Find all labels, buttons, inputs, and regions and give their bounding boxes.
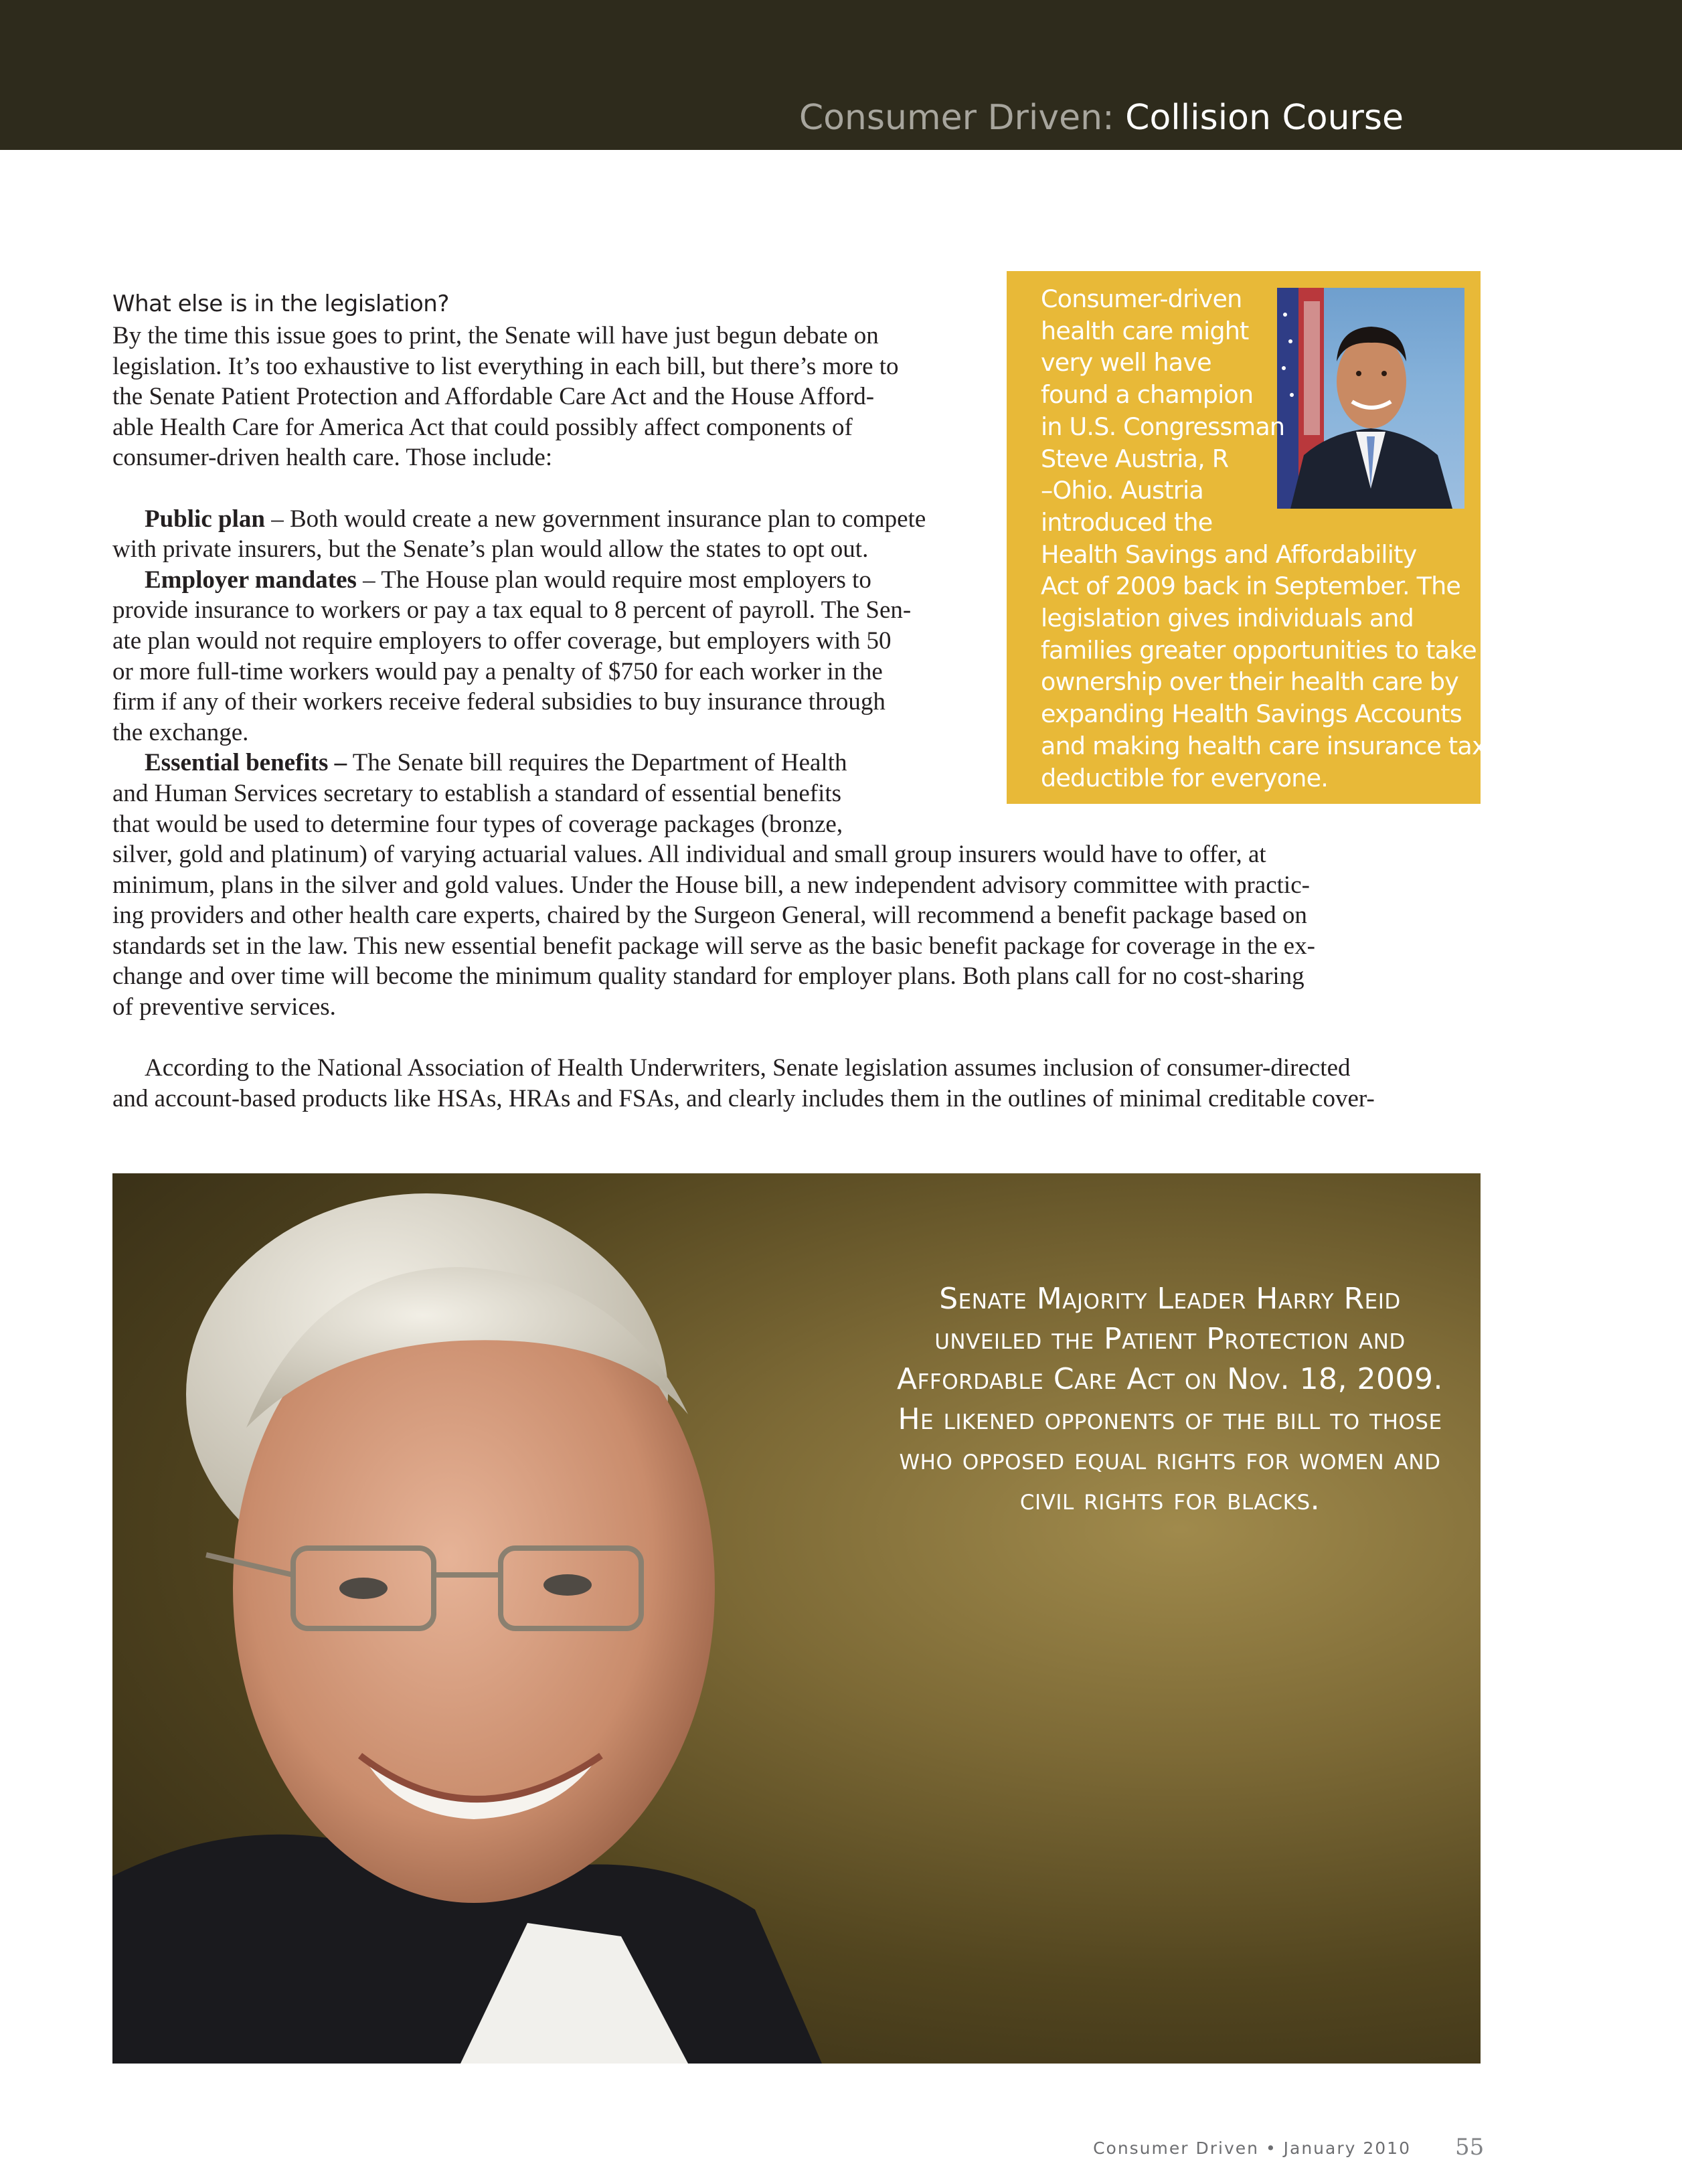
body-line: standards set in the law. This new essential benefit package will serve as the basic benefit package for coverage in the ex-: [112, 932, 1315, 960]
caption-line: Senate Majority Leader Harry Reid: [939, 1282, 1401, 1316]
paragraph-gap: [112, 1023, 1471, 1054]
public-plan-text: – Both would create a new government insurance plan to compete: [264, 505, 926, 533]
sidebar-line: Steve Austria, R: [1041, 444, 1229, 473]
article-body: [112, 321, 1486, 1114]
body-line: change and over time will become the minimum quality standard for employer plans. Both plans call for no cost-sharing: [112, 962, 1305, 991]
sidebar-line: legislation gives individuals and: [1041, 604, 1414, 633]
sidebar-line: very well have: [1041, 348, 1211, 377]
caption-line: who opposed equal rights for women and: [899, 1442, 1441, 1477]
body-line: consumer-driven health care. Those include:: [112, 444, 553, 472]
footer-date: January 2010: [1283, 2138, 1411, 2158]
sidebar-line: found a champion: [1041, 380, 1254, 410]
sidebar-line: Act of 2009 back in September. The: [1041, 572, 1461, 601]
employer-mandates-item: [112, 565, 1471, 596]
harry-reid-photo: [112, 1173, 1481, 2064]
public-plan-item: [112, 504, 1471, 535]
photo-caption: [882, 1279, 1458, 1520]
caption-line: civil rights for blacks.: [1019, 1483, 1321, 1517]
page-number: 55: [1455, 2134, 1485, 2161]
sidebar-line: families greater opportunities to take: [1041, 635, 1477, 665]
body-line: or more full-time workers would pay a penalty of $750 for each worker in the: [112, 657, 883, 685]
body-line: ing providers and other health care experts, chaired by the Surgeon General, will recommend a benefit package based on: [112, 902, 1307, 930]
employer-mandates-term: Employer mandates: [145, 566, 357, 594]
sidebar-line: –Ohio. Austria: [1041, 476, 1203, 505]
header-series: Consumer Driven:: [798, 98, 1114, 138]
body-line: with private insurers, but the Senate’s plan would allow the states to opt out.: [112, 535, 869, 564]
body-line: firm if any of their workers receive federal subsidies to buy insurance through: [112, 688, 886, 716]
footer-publication: Consumer Driven: [1093, 2138, 1259, 2158]
body-line: and Human Services secretary to establish a standard of essential benefits: [112, 779, 842, 807]
header-title: Collision Course: [1125, 98, 1404, 138]
running-header: [799, 91, 1404, 145]
body-line: the exchange.: [112, 718, 249, 746]
footer-separator: •: [1265, 2138, 1277, 2158]
body-line: legislation. It’s too exhaustive to list everything in each bill, but there’s more to: [112, 352, 899, 380]
essential-benefits-text: The Senate bill requires the Department of Health: [347, 749, 847, 777]
employer-mandates-text: – The House plan would require most employers to: [356, 566, 871, 594]
sidebar-line: health care might: [1041, 316, 1249, 345]
footer-folio: [1093, 2135, 1411, 2162]
body-line: By the time this issue goes to print, the Senate will have just begun debate on: [112, 322, 879, 349]
body-line: ate plan would not require employers to offer coverage, but employers with 50: [112, 626, 892, 655]
body-line: provide insurance to workers or pay a tax equal to 8 percent of payroll. The Sen-: [112, 596, 912, 624]
public-plan-term: Public plan: [145, 505, 265, 533]
essential-benefits-item: [112, 748, 1471, 778]
sidebar-line: introduced the: [1041, 507, 1213, 537]
sidebar-line: deductible for everyone.: [1041, 763, 1329, 792]
sidebar-line: and making health care insurance tax: [1041, 731, 1486, 760]
caption-line: unveiled the Patient Protection and: [934, 1322, 1406, 1356]
caption-line: Affordable Care Act on Nov. 18, 2009.: [896, 1362, 1443, 1396]
body-line: silver, gold and platinum) of varying actuarial values. All individual and small group insurers would have to offer, at: [112, 841, 1266, 869]
sidebar-line: Health Savings and Affordability: [1041, 539, 1417, 569]
sidebar-line: in U.S. Congressman: [1041, 412, 1285, 441]
body-line: that would be used to determine four types of coverage packages (bronze,: [112, 810, 843, 838]
section-heading: What else is in the legislation?: [112, 290, 449, 317]
essential-benefits-term: Essential benefits –: [145, 749, 347, 777]
caption-line: He likened opponents of the bill to those: [898, 1402, 1442, 1436]
sidebar-line: ownership over their health care by: [1041, 667, 1459, 697]
sidebar-line: expanding Health Savings Accounts: [1041, 699, 1462, 729]
body-line: and account-based products like HSAs, HRAs and FSAs, and clearly includes them in the outlines of minimal creditable cover-: [112, 1084, 1375, 1112]
paragraph-gap: [112, 473, 1471, 504]
body-line: According to the National Association of Health Underwriters, Senate legislation assumes inclusion of consumer-directed: [145, 1054, 1351, 1082]
body-line: the Senate Patient Protection and Affordable Care Act and the House Afford-: [112, 383, 875, 411]
body-line: minimum, plans in the silver and gold values. Under the House bill, a new independent advisory committee with practic-: [112, 871, 1310, 899]
body-line: able Health Care for America Act that could possibly affect components of: [112, 413, 853, 441]
sidebar-line: Consumer-driven: [1041, 284, 1242, 313]
body-line: of preventive services.: [112, 993, 336, 1021]
